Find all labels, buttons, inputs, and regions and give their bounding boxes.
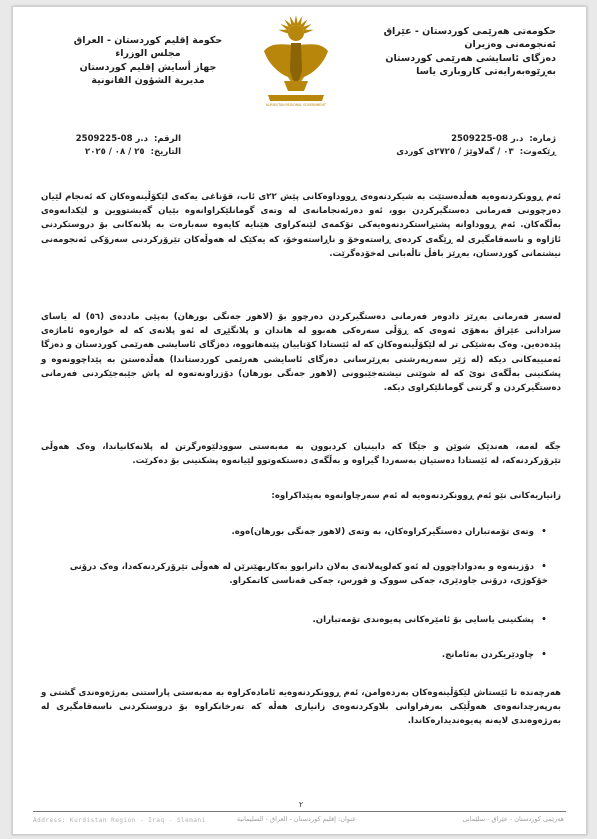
bullet-dot-icon: • [541, 527, 547, 537]
emblem-caption: KURDISTAN REGIONAL GOVERNMENT [266, 103, 326, 107]
krg-emblem-icon [258, 11, 334, 109]
reference-arabic [61, 133, 181, 159]
bullet-dot-icon: • [541, 615, 547, 625]
reference-number-value: د.ر 08-2509225 [451, 134, 524, 144]
footer-address-english: Address: Kurdistan Region - Iraq - Slemani [33, 817, 206, 824]
header-arabic-line-1: حكومة إقليم كوردستان - العراق [73, 35, 223, 46]
paragraph-2: لەسەر فەرمانی بەڕێز دادوەر فەرمانی دەستگیرکردن دەرچوو بۆ (لاهور جەنگی بورهان) بەپێی ماددەی (٥٦) لە یاسای سزادانی عێراق بەهۆی ئەوەی کە ڕۆڵی سەرەکی هەبوو لە هاندان و پلانگێڕی لە ئەو پلانەی کە لە خوارەوە ئاماژەی پێدەدەین. وەک بەشێکی تر لە لێکۆڵینەوەکان کە لە ئێستادا کۆتاییان پێنەهاتووە، دەزگای ئاسایشی هەرێمی کوردستان و دەزگا ئەمنییەکانی دیکە (لە ژێر سەرپەرشتی بەڕێرسانی دەزگای ئاسایشی هەرێمی کوردستاندا) هەڵدەستن بە پێداچوونەوە و پشکنینی بەڵگەی نوێ کە لە شوێنی نیشتەجێبوونی (لاهور جەنگی بورهان) دۆزراونەتەوە لە پاش جێبەجێکردنی فەرمانی دەستگیرکردن و گرتنی گومانلێکراوی دیکە. [41, 312, 561, 394]
reference-number-row [61, 133, 181, 146]
reference-number-value: د.ر 08-2509225 [75, 134, 148, 144]
bullet-item-4 [53, 648, 548, 662]
reference-date-label: ڕێکەوت: [519, 147, 556, 157]
bullet-dot-icon: • [541, 562, 547, 572]
document-page [12, 6, 587, 835]
reference-number-label: ژمارە: [529, 134, 556, 144]
bullet-item-2 [53, 560, 548, 588]
header-kurdish-line-2: ئەنجومەنی وەزیران [464, 39, 556, 51]
footer-address-arabic: عنوان: إقليم كوردستان - العراق - السليمانية [236, 815, 356, 823]
page-number: ٢ [298, 800, 304, 809]
header-kurdish [371, 25, 556, 79]
header-arabic-line-3: جهاز أسايش إقليم كوردستان [79, 61, 217, 73]
header-kurdish-line-4: بەڕێوەبەرایەتی کاروباری یاسا [416, 66, 556, 78]
header-arabic-line-2: مجلس الوزراء [115, 48, 181, 60]
reference-date-row [356, 146, 556, 159]
reference-date-row [61, 146, 181, 159]
footer-address-kurdish: هەرێمی کوردستان - عێراق - سلێمانی [462, 815, 564, 823]
bullet-text: دۆزینەوە و بەدواداچوون لە ئەو کەلوپەلانەی بەلان دانرابوو بەکاربهێنرێن لە هەوڵی تێرۆرکردنەکەدا، وەک درۆنی خۆکوژی، درۆنی جاودێری، جەکی سووک و قورس، جەکی قەناسی کاتمکراو. [69, 562, 548, 587]
bullet-item-3 [53, 613, 548, 627]
paragraph-1: ئەم ڕوونکردنەوەیە هەڵدەستێت بە شیکردنەوەی ڕووداوەکانی پێش ٢٢ی ئاب، قۆناغی یەکەی لێکۆڵینەوەکان کە ئەنجام لێیان دەرچوونی فەرمانی دەستگیرکردن بوو، ئەو دەرئەنجامانەی لە وتەی گومانلێکراوانەوە بێیان گەیشتووین و لێکدانەوەی بەڵگەکان. ئەم ڕووداوانە پشتڕاستکردنەوەیەکی تۆکمەی لێنەکراوی هێنایە کایەوە سەبارەت بە پلانەکانی بۆ دروستکردنی ئاژاوە و ناسەقامگیری لە ڕێگەی کردەی ڕاستەوخۆ و ناڕاستەوخۆ، کە یەکێک لە هەوڵەکان تێرۆرکردنی سەرۆکی ئەنجومەنی نیشتمانی کوردستان، بەڕێز بافڵ تاڵەبانی لەخۆدەگرێت. [41, 192, 561, 259]
reference-number-label: الرقم: [153, 134, 181, 144]
paragraph-4: زانیاریەکانی نێو ئەم ڕوونکردنەوەیە لە ئەم سەرچاوانەوە بەپێداکراوە: [271, 491, 561, 501]
footer-divider [33, 811, 566, 812]
closing-paragraph: هەرچەندە تا ئێستاش لێکۆڵینەوەکان بەردەوامن، ئەم ڕوونکردنەوەیە ئامادەکراوە بە مەبەستی پاراستنی بەرژەوەندی گشتی و بەرپەرچدانەوەی هەوڵێکی بەرفراوانی بلاوکردنەوەی زانیاری هەڵە کە تەرخانکراوە بۆ دروستکردنی ناسەقامگیری لە بەرژەوەندی لایەنە پەیوەندیدارەکاندا. [41, 688, 561, 727]
header-kurdish-line-1: حکومەتی هەرێمی کوردستان - عێراق [383, 26, 556, 37]
bullet-dot-icon: • [541, 650, 547, 660]
reference-number-row [356, 133, 556, 146]
reference-date-value: ٢٥ / ٠٨ / ٢٠٢٥ [85, 147, 145, 157]
bullet-text: پشکنینی یاسایی بۆ ئامێرەکانی پەیوەندی تۆمەتباران. [312, 615, 534, 625]
header-arabic-line-4: مديرية الشؤون القانونية [91, 75, 205, 87]
reference-date-value: ٠٣ / گەلاوێژ / ٢٧٢٥ی کوردی [396, 147, 514, 157]
paragraph-3: جگە لەمە، هەندێک شوێن و جێگا کە دابینیان کردبوون بە مەبەستی سوودلێوەرگرتن لە پلانەکانیاندا، وەک هەوڵی تێرۆرکردنەکە، لە ئێستادا دەستیان بەسەردا گیراوە و بەڵگەی دەستکەوتوو لێیانەوە پشکنینی بۆ دەکرێت. [41, 442, 561, 467]
bullet-text: چاودێریکردن بەئامانج. [441, 650, 534, 660]
header-arabic [73, 34, 223, 88]
bullet-item-1 [53, 525, 548, 539]
bullet-text: وتەی تۆمەتباران دەستگیرکراوەکان، بە وتەی (لاهور جەنگی بورهان)ەوە. [231, 527, 534, 537]
reference-date-label: التاريخ: [150, 147, 181, 157]
reference-kurdish [356, 133, 556, 159]
header-kurdish-line-3: دەزگای ئاسایشی هەرێمی کوردستان [385, 52, 556, 64]
